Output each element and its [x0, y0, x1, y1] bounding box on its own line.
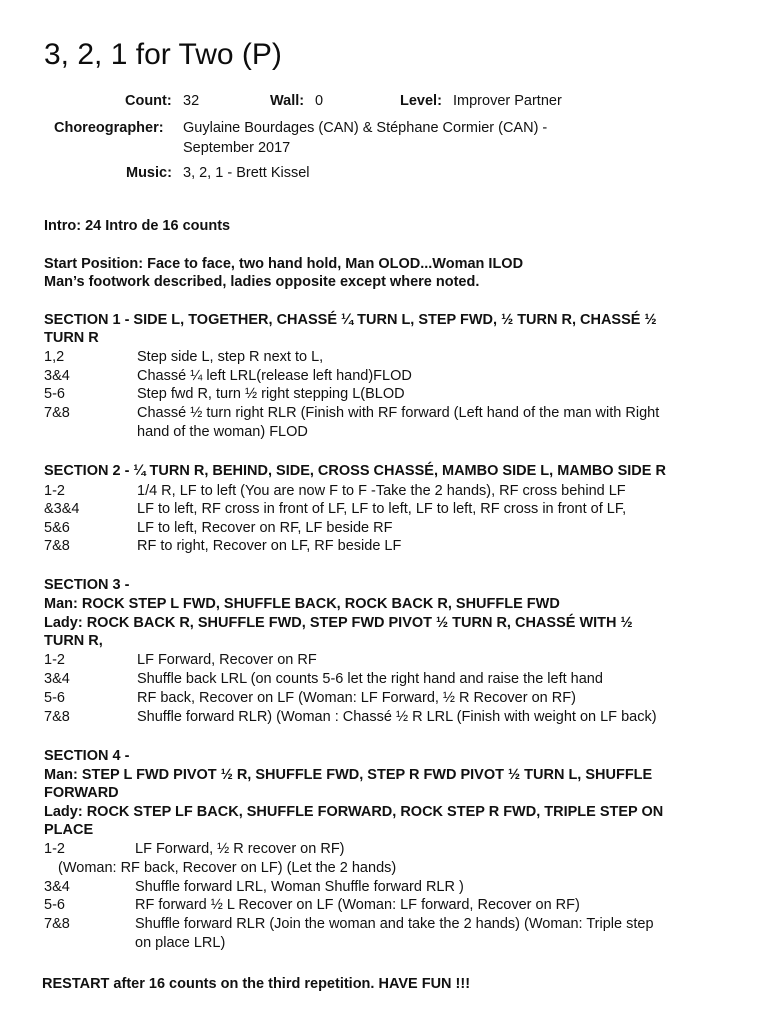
step-description: LF Forward, Recover on RF [137, 652, 317, 668]
section-3-heading: SECTION 3 - [44, 577, 130, 593]
intro-text: Intro: 24 Intro de 16 counts [44, 218, 231, 234]
section-1-heading-cont: TURN R [44, 330, 99, 346]
dance-title: 3, 2, 1 for Two (P) [44, 38, 282, 71]
section-2-heading: SECTION 2 - ¼ TURN R, BEHIND, SIDE, CROSS CHASSÉ, MAMBO SIDE L, MAMBO SIDE R [44, 463, 666, 479]
step-count: 5-6 [44, 386, 65, 402]
step-description: RF to right, Recover on LF, RF beside LF [137, 538, 402, 554]
count-label: Count: [125, 93, 172, 109]
step-description: LF Forward, ½ R recover on RF) [135, 841, 345, 857]
section-4-lady-heading: Lady: ROCK STEP LF BACK, SHUFFLE FORWARD, ROCK STEP R FWD, TRIPLE STEP ON [44, 804, 664, 820]
step-description: Shuffle forward RLR) (Woman : Chassé ½ R LRL (Finish with weight on LF back) [137, 709, 657, 725]
choreographer-value-line2: September 2017 [183, 140, 291, 156]
step-count: 5&6 [44, 520, 70, 536]
step-description: Shuffle forward RLR (Join the woman and take the 2 hands) (Woman: Triple step [135, 916, 654, 932]
step-count: 3&4 [44, 671, 70, 687]
step-description: Chassé ¼ left LRL(release left hand)FLOD [137, 368, 412, 384]
section-4-lady-heading-cont: PLACE [44, 822, 94, 838]
step-count: 5-6 [44, 690, 65, 706]
step-count: 7&8 [44, 709, 70, 725]
section-3-lady-heading-cont: TURN R, [44, 633, 103, 649]
step-count: 3&4 [44, 879, 70, 895]
step-count: 1,2 [44, 349, 65, 365]
section-1-heading: SECTION 1 - SIDE L, TOGETHER, CHASSÉ ¼ TURN L, STEP FWD, ½ TURN R, CHASSÉ ½ [44, 312, 657, 328]
step-count: 1-2 [44, 652, 65, 668]
step-count: 7&8 [44, 538, 70, 554]
level-label: Level: [400, 93, 442, 109]
level-value: Improver Partner [453, 93, 562, 109]
music-value: 3, 2, 1 - Brett Kissel [183, 165, 310, 181]
step-count: 7&8 [44, 916, 70, 932]
step-description: RF back, Recover on LF (Woman: LF Forward, ½ R Recover on RF) [137, 690, 576, 706]
step-description: 1/4 R, LF to left (You are now F to F -Take the 2 hands), RF cross behind LF [137, 483, 626, 499]
section-3-man-heading: Man: ROCK STEP L FWD, SHUFFLE BACK, ROCK BACK R, SHUFFLE FWD [44, 596, 560, 612]
step-description: Step fwd R, turn ½ right stepping L(BLOD [137, 386, 405, 402]
section-4-heading: SECTION 4 - [44, 748, 130, 764]
step-count: 3&4 [44, 368, 70, 384]
section-3-lady-heading: Lady: ROCK BACK R, SHUFFLE FWD, STEP FWD PIVOT ½ TURN R, CHASSÉ WITH ½ [44, 615, 633, 631]
step-description-cont: on place LRL) [135, 935, 226, 951]
step-description: Chassé ½ turn right RLR (Finish with RF forward (Left hand of the man with Right [137, 405, 660, 421]
start-position-text: Start Position: Face to face, two hand hold, Man OLOD...Woman ILOD [44, 256, 524, 272]
choreographer-label: Choreographer: [54, 120, 164, 136]
section-4-man-heading: Man: STEP L FWD PIVOT ½ R, SHUFFLE FWD, STEP R FWD PIVOT ½ TURN L, SHUFFLE [44, 767, 653, 783]
step-description: Shuffle back LRL (on counts 5-6 let the right hand and raise the left hand [137, 671, 603, 687]
step-count: &3&4 [44, 501, 80, 517]
step-description-cont: hand of the woman) FLOD [137, 424, 308, 440]
step-description: Step side L, step R next to L, [137, 349, 324, 365]
music-label: Music: [126, 165, 172, 181]
choreographer-value-line1: Guylaine Bourdages (CAN) & Stéphane Cormier (CAN) - [183, 120, 548, 136]
step-description: Shuffle forward LRL, Woman Shuffle forward RLR ) [135, 879, 464, 895]
step-count: 7&8 [44, 405, 70, 421]
wall-label: Wall: [270, 93, 305, 109]
step-description: LF to left, RF cross in front of LF, LF to left, LF to left, RF cross in front of LF, [137, 501, 627, 517]
restart-note: RESTART after 16 counts on the third repetition. HAVE FUN !!! [42, 976, 471, 992]
step-count: 1-2 [44, 483, 65, 499]
step-count: 1-2 [44, 841, 65, 857]
count-value: 32 [183, 93, 200, 109]
footwork-note: Man’s footwork described, ladies opposite except where noted. [44, 274, 480, 290]
step-woman-note: (Woman: RF back, Recover on LF) (Let the 2 hands) [58, 860, 397, 876]
step-count: 5-6 [44, 897, 65, 913]
section-4-man-heading-cont: FORWARD [44, 785, 119, 801]
step-description: RF forward ½ L Recover on LF (Woman: LF forward, Recover on RF) [135, 897, 580, 913]
wall-value: 0 [315, 93, 324, 109]
step-description: LF to left, Recover on RF, LF beside RF [137, 520, 393, 536]
